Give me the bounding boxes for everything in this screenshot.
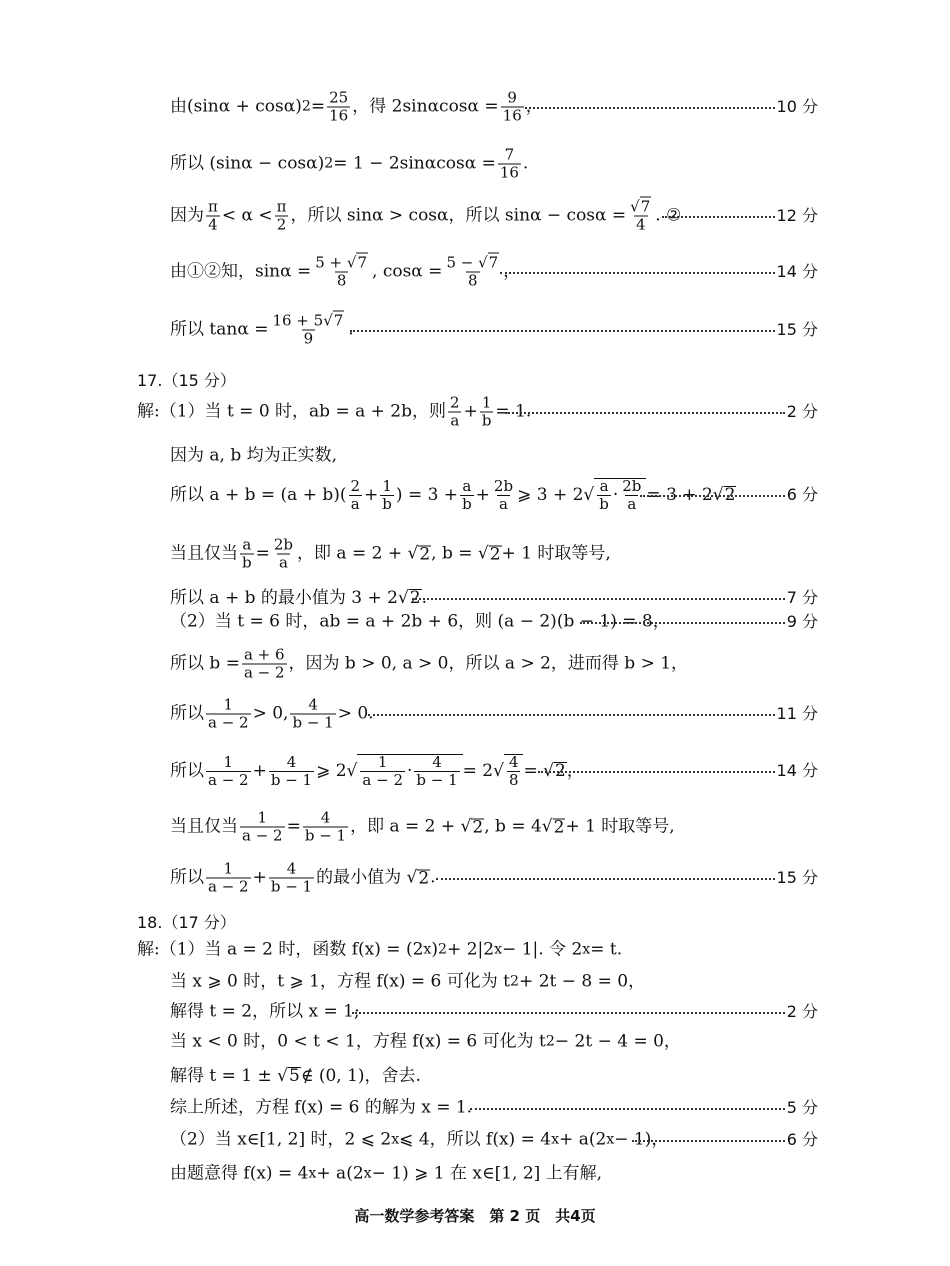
solution-line: 所以 b = $\frac{a + 6}{a - 2}$ ，因为 b > 0, a > 0，所以 a > 2，进而得 b > 1， (170, 645, 689, 682)
solution-line: 综上所述，方程 f(x) = 6 的解为 x = 1. 5 分 (170, 1097, 818, 1118)
solution-line: 因为 $\frac{\pi}{4}$ < α < $\frac{\pi}{2}$ ，所以 sinα > cosα，所以 sinα − cosα = $\frac{√7}{4}$ . ② 12 分 (170, 197, 818, 234)
solution-line: （2）当 x∈[1, 2] 时，2 ⩽ 2 x ⩽ 4，所以 f(x) = 4 x + a(2 x − 1)， 6 分 (170, 1129, 818, 1150)
solution-line: 当 x < 0 时，0 < t < 1，方程 f(x) = 6 可化为 t 2 − 2t − 4 = 0， (170, 1031, 681, 1052)
solution-line: 所以 a + b = (a + b)( $\frac{2}{a}$ + $\frac{1}{b}$ ) = 3 + $\frac{a}{b}$ + $\frac{2b}{a}$ ⩾ 3 + 2√ $\frac{a}{b}$ · $\frac{2b}{a}$ = 3 + 2√ 2 6 分 (170, 476, 818, 513)
score-label: 5 分 (786, 1098, 818, 1117)
solution-line: 解得 t = 2，所以 x = 1; 2 分 (170, 1001, 818, 1022)
solution-line: 所以 $\frac{1}{a - 2}$ + $\frac{4}{b - 1}$ ⩾ 2√ $\frac{1}{a - 2}$ · $\frac{4}{b - 1}$ = 2√ $\frac{4}{8}$ = √ 2 ， 14 分 (170, 752, 818, 789)
solution-line: 所以 (sinα − cosα) 2 = 1 − 2sinαcosα = $\frac{7}{16}$ . (170, 145, 529, 182)
score-label: 2 分 (786, 402, 818, 421)
score-label: 9 分 (786, 612, 818, 631)
solution-line: 当且仅当 $\frac{a}{b}$ = $\frac{2b}{a}$ ，即 a = 2 + √ 2 , b = √ 2 + 1 时取等号, (170, 535, 611, 572)
score-label: 10 分 (776, 97, 818, 116)
solution-line: 因为 a, b 均为正实数, (170, 445, 338, 466)
score-label: 15 分 (776, 868, 818, 887)
solution-line: 当 x ⩾ 0 时，t ⩾ 1，方程 f(x) = 6 可化为 t 2 + 2t − 8 = 0， (170, 971, 646, 992)
solution-line: 所以 $\frac{1}{a - 2}$ > 0, $\frac{4}{b - 1}$ > 0. 11 分 (170, 695, 818, 732)
score-label: 11 分 (776, 704, 818, 723)
solution-line: 解:（1）当 t = 0 时，ab = a + 2b，则 $\frac{2}{a}$ + $\frac{1}{b}$ = 1. 2 分 (137, 393, 818, 430)
solution-line: 由(sinα + cosα) 2 = $\frac{25}{16}$ ，得 2sinαcosα = $\frac{9}{16}$ ， 10 分 (170, 88, 818, 125)
solution-line: 解得 t = 1 ± √ 5 ∉ (0, 1)，舍去. (170, 1065, 421, 1086)
score-label: 6 分 (786, 485, 818, 504)
score-label: 12 分 (776, 206, 818, 225)
question-18-heading: 18.（17 分） (137, 913, 236, 932)
score-label: 14 分 (776, 761, 818, 780)
question-17-heading: 17.（15 分） (137, 371, 236, 390)
solution-line: 所以 tanα = $\frac{16 + 5√7}{9}$ . 15 分 (170, 311, 818, 348)
solution-line: 所以 $\frac{1}{a - 2}$ + $\frac{4}{b - 1}$ 的最小值为 √ 2 . 15 分 (170, 859, 818, 896)
score-label: 7 分 (786, 588, 818, 607)
solution-line: 当且仅当 $\frac{1}{a - 2}$ = $\frac{4}{b - 1}$ ，即 a = 2 + √ 2 , b = 4√ 2 + 1 时取等号, (170, 808, 675, 845)
solution-line: 解:（1）当 a = 2 时，函数 f(x) = (2 x ) 2 + 2|2 x − 1|. 令 2 x = t. (137, 939, 623, 960)
solution-line: 由①②知，sinα = $\frac{5 + √7}{8}$ , cosα = $\frac{5 - √7}{8}$ ， 14 分 (170, 253, 818, 290)
solution-line: （2）当 t = 6 时，ab = a + 2b + 6，则 (a − 2)(b − 1) = 8， 9 分 (170, 611, 818, 632)
score-label: 15 分 (776, 320, 818, 339)
score-label: 6 分 (786, 1130, 818, 1149)
score-label: 2 分 (786, 1002, 818, 1021)
solution-line: 由题意得 f(x) = 4 x + a(2 x − 1) ⩾ 1 在 x∈[1, 2] 上有解, (170, 1163, 603, 1184)
page-footer: 高一数学参考答案 第 2 页 共4页 (354, 1207, 596, 1225)
score-label: 14 分 (776, 262, 818, 281)
solution-line: 所以 a + b 的最小值为 3 + 2√ 2 . 7 分 (170, 587, 818, 608)
